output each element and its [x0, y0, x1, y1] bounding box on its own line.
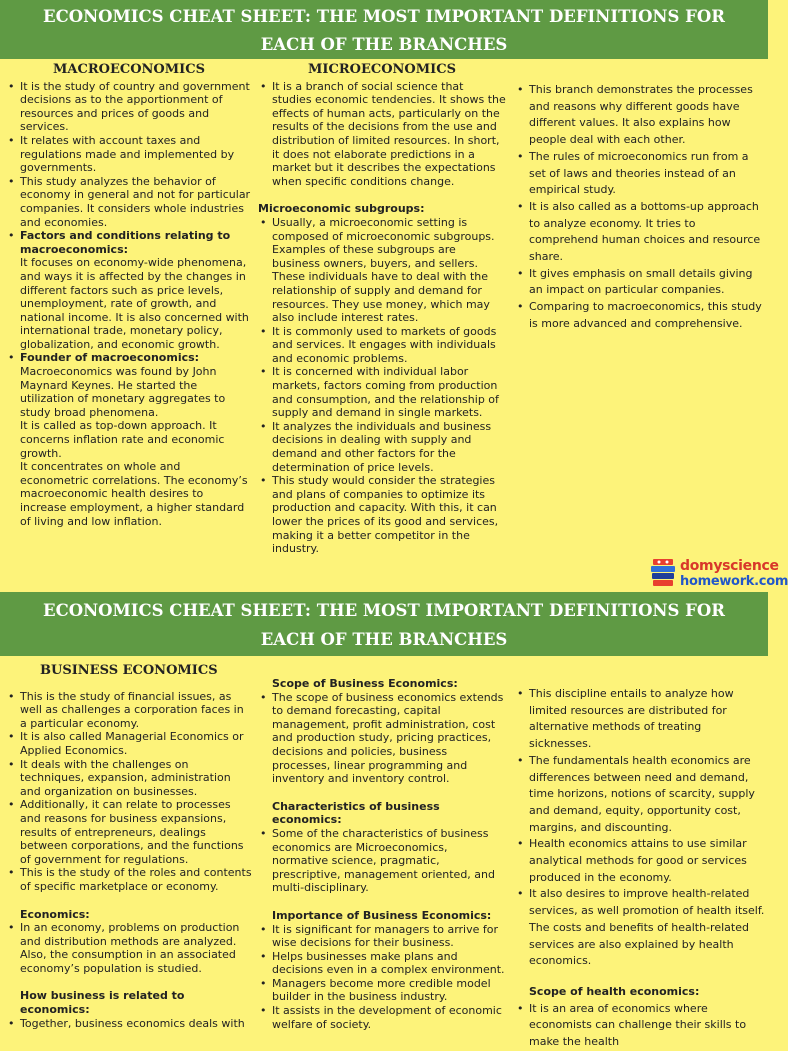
microeconomics-continued-column	[515, 82, 763, 333]
title-line-1: ECONOMICS CHEAT SHEET: THE MOST IMPORTANT DEFINITIONS FOR	[43, 7, 725, 26]
list-item: • This discipline entails to analyze how limited resources are distributed for alternative methods of treating sicknesses.	[515, 686, 765, 753]
list-item: • The scope of business economics extends to demand forecasting, capital management, profit administration, cost and production study, pricing practices, decisions and policies, business processes, linear programming and inventory and inventory control.	[258, 691, 506, 786]
business-economics-heading: BUSINESS ECONOMICS	[40, 663, 218, 678]
health-economics-column	[515, 686, 765, 1051]
list-item	[6, 351, 252, 528]
list-item	[6, 80, 252, 134]
list-item: • Comparing to macroeconomics, this study is more advanced and comprehensive.	[515, 299, 763, 332]
health-scope-heading: Scope of health economics:	[529, 984, 700, 998]
list-item: • It analyzes the individuals and business decisions in dealing with supply and demand and other factors for the determination of price levels.	[258, 420, 506, 474]
book-stack-icon	[650, 558, 676, 588]
microeconomics-column	[258, 63, 506, 556]
list-item: • Managers become more credible model builder in the business industry.	[258, 977, 506, 1004]
business-economics-column	[6, 664, 252, 1030]
list-item: • In an economy, problems on production and distribution methods are analyzed. Also, the consumption in an associated economy’s population is studied.	[6, 921, 252, 975]
scope-list	[258, 691, 506, 786]
list-item: • It is commonly used to markets of goods and services. It engages with individuals and economic problems.	[258, 325, 506, 366]
characteristics-list	[258, 827, 506, 895]
list-item	[6, 229, 252, 351]
list-item-text: • This study analyzes the behavior of economy in general and not for particular companies. It considers whole industries and economies.	[20, 174, 251, 229]
economics-heading: Economics:	[20, 907, 90, 921]
list-item: • It is concerned with individual labor markets, factors coming from production and consumption, and the relationship of supply and demand in single markets.	[258, 365, 506, 419]
microeconomics-heading: MICROECONOMICS	[308, 62, 456, 77]
list-item: • The fundamentals health economics are differences between need and demand, time horizons, notions of scarcity, supply and demand, equity, opportunity cost, margins, and discounting.	[515, 753, 765, 837]
list-item: • It is significant for managers to arrive for wise decisions for their business.	[258, 923, 506, 950]
list-item: • This study would consider the strategies and plans of companies to optimize its production and capacity. With this, it can lower the prices of its good and services, making it a better competitor in the industry.	[258, 474, 506, 556]
list-item: • The rules of microeconomics run from a set of laws and theories instead of an empirical study.	[515, 149, 763, 199]
health-economics-list	[515, 686, 765, 970]
macroeconomics-heading: MACROECONOMICS	[53, 62, 205, 77]
logo-text-top: domyscience	[680, 558, 779, 574]
macroeconomics-column	[6, 63, 252, 528]
list-item-text: Macroeconomics was found by John Maynard Keynes. He started the utilization of monetary aggregates to study broad phenomena. It is called as top-down approach. It concerns inflation rate and economic growth. It concentrates on whole and econometric correlations. The economy’s macroeconomic health desires to increase employment, a higher standard of living and low inflation.	[20, 365, 248, 528]
list-item: • It assists in the development of economic welfare of society.	[258, 1004, 506, 1031]
importance-list	[258, 923, 506, 1032]
list-item	[6, 134, 252, 175]
list-item: • It is an area of economics where economists can challenge their skills to make the health	[515, 1001, 765, 1051]
list-item: • Additionally, it can relate to processes and reasons for business expansions, results of entrepreneurs, dealings between corporations, and the functions of government for regulations.	[6, 798, 252, 866]
domyscience-logo	[648, 556, 788, 592]
list-item-text: • It relates with account taxes and regulations made and implemented by governments.	[20, 133, 235, 175]
list-item: • This is the study of financial issues, as well as challenges a corporation faces in a particular economy.	[6, 690, 252, 731]
title-line-1: ECONOMICS CHEAT SHEET: THE MOST IMPORTANT DEFINITIONS FOR	[43, 601, 725, 620]
list-item: • Health economics attains to use similar analytical methods for good or services produced in the economy.	[515, 836, 765, 886]
list-item-heading: • Founder of macroeconomics:	[20, 351, 200, 365]
list-item: • This branch demonstrates the processes and reasons why different goods have different values. It also explains how people deal with each other.	[515, 82, 763, 149]
list-item: • It is also called Managerial Economics or Applied Economics.	[6, 730, 252, 757]
microeconomic-subgroups-list	[258, 216, 506, 556]
list-item: • It also desires to improve health-related services, as well promotion of health itself. The costs and benefits of health-related services are also explained by health economics.	[515, 886, 765, 970]
list-item: • It is also called as a bottoms-up approach to analyze economy. It tries to comprehend human choices and resource share.	[515, 199, 763, 266]
list-item-text: It focuses on economy-wide phenomena, and ways it is affected by the changes in different factors such as price levels, unemployment, rate of growth, and national income. It is also concerned with international trade, monetary policy, globalization, and economic growth.	[20, 256, 249, 351]
business-scope-column	[258, 677, 506, 1031]
list-item: • It gives emphasis on small details giving an impact on particular companies.	[515, 266, 763, 299]
health-scope-list	[515, 1001, 765, 1051]
business-economics-list	[6, 690, 252, 894]
list-item-text: • It is the study of country and government decisions as to the apportionment of resources and prices of goods and services.	[20, 79, 250, 134]
list-item: • It deals with the challenges on techniques, expansion, administration and organization on businesses.	[6, 758, 252, 799]
microeconomics-intro-list	[258, 80, 506, 189]
list-item-heading: • Factors and conditions relating to macroeconomics:	[20, 229, 231, 256]
microeconomic-subgroups-heading: Microeconomic subgroups:	[258, 202, 425, 216]
list-item: • Together, business economics deals with	[6, 1017, 252, 1031]
list-item	[6, 175, 252, 229]
list-item: • Helps businesses make plans and decisions even in a complex environment.	[258, 950, 506, 977]
macroeconomics-list	[6, 80, 252, 529]
business-relation-heading: How business is related to economics:	[20, 989, 185, 1017]
scope-heading: Scope of Business Economics:	[272, 677, 458, 690]
list-item: • Usually, a microeconomic setting is composed of microeconomic subgroups. Examples of these subgroups are business owners, buyers, and sellers. These individuals have to deal with the relationship of supply and demand for resources. They use money, which may also include interest rates.	[258, 216, 506, 325]
business-relation-list	[6, 1017, 252, 1031]
microeconomics-continued-list	[515, 82, 763, 333]
logo-text-bottom: homework.com	[680, 574, 788, 589]
characteristics-heading: Characteristics of business economics:	[272, 799, 440, 827]
list-item: • This is the study of the roles and contents of specific marketplace or economy.	[6, 866, 252, 893]
list-item: • Some of the characteristics of business economics are Microeconomics, normative science, pragmatic, prescriptive, management oriented, and multi-disciplinary.	[258, 827, 506, 895]
title-line-2: EACH OF THE BRANCHES	[260, 35, 508, 54]
title-line-2: EACH OF THE BRANCHES	[260, 630, 508, 649]
list-item: • It is a branch of social science that studies economic tendencies. It shows the effects of human acts, particularly on the results of the decisions from the use and distribution of limited resources. In short, it does not elaborate predictions in a market but it describes the expectations when specific conditions change.	[258, 80, 506, 189]
title-banner-bottom	[0, 592, 768, 656]
title-banner-top	[0, 0, 768, 59]
economics-list	[6, 921, 252, 975]
importance-heading: Importance of Business Economics:	[272, 908, 492, 922]
